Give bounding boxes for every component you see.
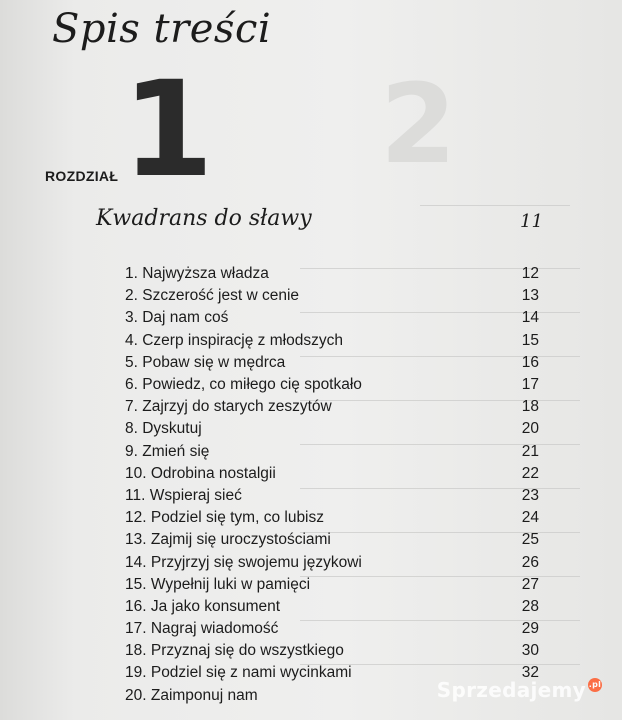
bleed-through-line — [420, 205, 570, 206]
toc-entry-title: 12. Podziel się tym, co lubisz — [125, 509, 325, 527]
toc-entry-page: 21 — [521, 442, 539, 460]
toc-entry-page: 16 — [521, 353, 539, 371]
toc-entry-page: 18 — [521, 398, 539, 416]
toc-entry-title: 6. Powiedz, co miłego cię spotkało — [125, 376, 362, 394]
toc-entry-title: 8. Dyskutuj — [125, 420, 202, 438]
toc-entry-page: 24 — [521, 509, 539, 527]
toc-entry — [125, 574, 545, 596]
toc-entry-title: 14. Przyjrzyj się swojemu językowi — [125, 553, 362, 571]
watermark-logo — [437, 678, 602, 702]
toc-entry — [125, 263, 545, 285]
toc-entry — [125, 285, 545, 307]
toc-entry-page: 13 — [521, 287, 539, 305]
toc-entry-title: 5. Pobaw się w mędrca — [125, 353, 286, 371]
chapter-label: ROZDZIAŁ — [45, 168, 119, 184]
toc-entry-page: 28 — [521, 597, 539, 615]
toc-entry-page: 25 — [521, 531, 539, 549]
toc-entry-title: 15. Wypełnij luki w pamięci — [125, 575, 311, 593]
toc-entry — [125, 307, 545, 329]
toc-entry-title: 11. Wspieraj sieć — [125, 486, 242, 504]
toc-entry — [125, 441, 545, 463]
watermark-text: Sprzedajemy — [436, 678, 586, 702]
toc-entry — [125, 507, 545, 529]
toc-entry-title: 13. Zajmij się uroczystościami — [125, 531, 331, 549]
toc-entry-page: 27 — [521, 575, 539, 593]
toc-entry-page: 32 — [521, 664, 539, 682]
toc-entry — [125, 418, 545, 440]
toc-entry — [125, 640, 545, 662]
toc-entry — [125, 618, 545, 640]
toc-entry-title: 10. Odrobina nostalgii — [125, 464, 276, 482]
toc-entry-title: 19. Podziel się z nami wycinkami — [125, 664, 352, 682]
chapter-title: Kwadrans do sławy — [96, 206, 312, 231]
toc-entry-page: 20 — [521, 420, 539, 438]
toc-entry — [125, 551, 545, 573]
toc-entry-page: 17 — [521, 376, 539, 394]
toc-entry-title: 20. Zaimponuj nam — [125, 686, 258, 704]
toc-entry — [125, 330, 545, 352]
table-of-contents — [125, 263, 545, 707]
toc-entry-title: 1. Najwyższa władza — [125, 265, 269, 283]
toc-entry — [125, 463, 545, 485]
toc-entry-page: 30 — [521, 642, 539, 660]
toc-entry-title: 2. Szczerość jest w cenie — [125, 287, 300, 305]
toc-entry — [125, 596, 545, 618]
toc-entry-title: 18. Przyznaj się do wszystkiego — [125, 642, 344, 660]
toc-entry-title: 9. Zmień się — [125, 442, 210, 460]
toc-entry — [125, 374, 545, 396]
toc-entry-title: 16. Ja jako konsument — [125, 597, 281, 615]
bleed-through-chapter-number: 2 — [380, 60, 457, 188]
chapter-number: 1 — [122, 53, 214, 207]
toc-entry-page: 12 — [521, 265, 539, 283]
toc-entry-page: 15 — [521, 331, 539, 349]
watermark-badge: .pl — [588, 678, 602, 692]
toc-entry-title: 4. Czerp inspirację z młodszych — [125, 331, 343, 349]
toc-entry-page: 26 — [521, 553, 539, 571]
toc-entry-title: 3. Daj nam coś — [125, 309, 229, 327]
toc-entry-title: 7. Zajrzyj do starych zeszytów — [125, 398, 332, 416]
toc-entry — [125, 485, 545, 507]
page-title: Spis treści — [52, 6, 272, 52]
toc-entry — [125, 352, 545, 374]
toc-entry — [125, 529, 545, 551]
toc-entry — [125, 396, 545, 418]
chapter-page-number: 11 — [520, 211, 543, 232]
toc-entry-page: 14 — [521, 309, 539, 327]
toc-entry-title: 17. Nagraj wiadomość — [125, 620, 279, 638]
toc-entry-page: 22 — [521, 464, 539, 482]
toc-entry-page: 23 — [521, 486, 539, 504]
toc-entry-page: 29 — [521, 620, 539, 638]
